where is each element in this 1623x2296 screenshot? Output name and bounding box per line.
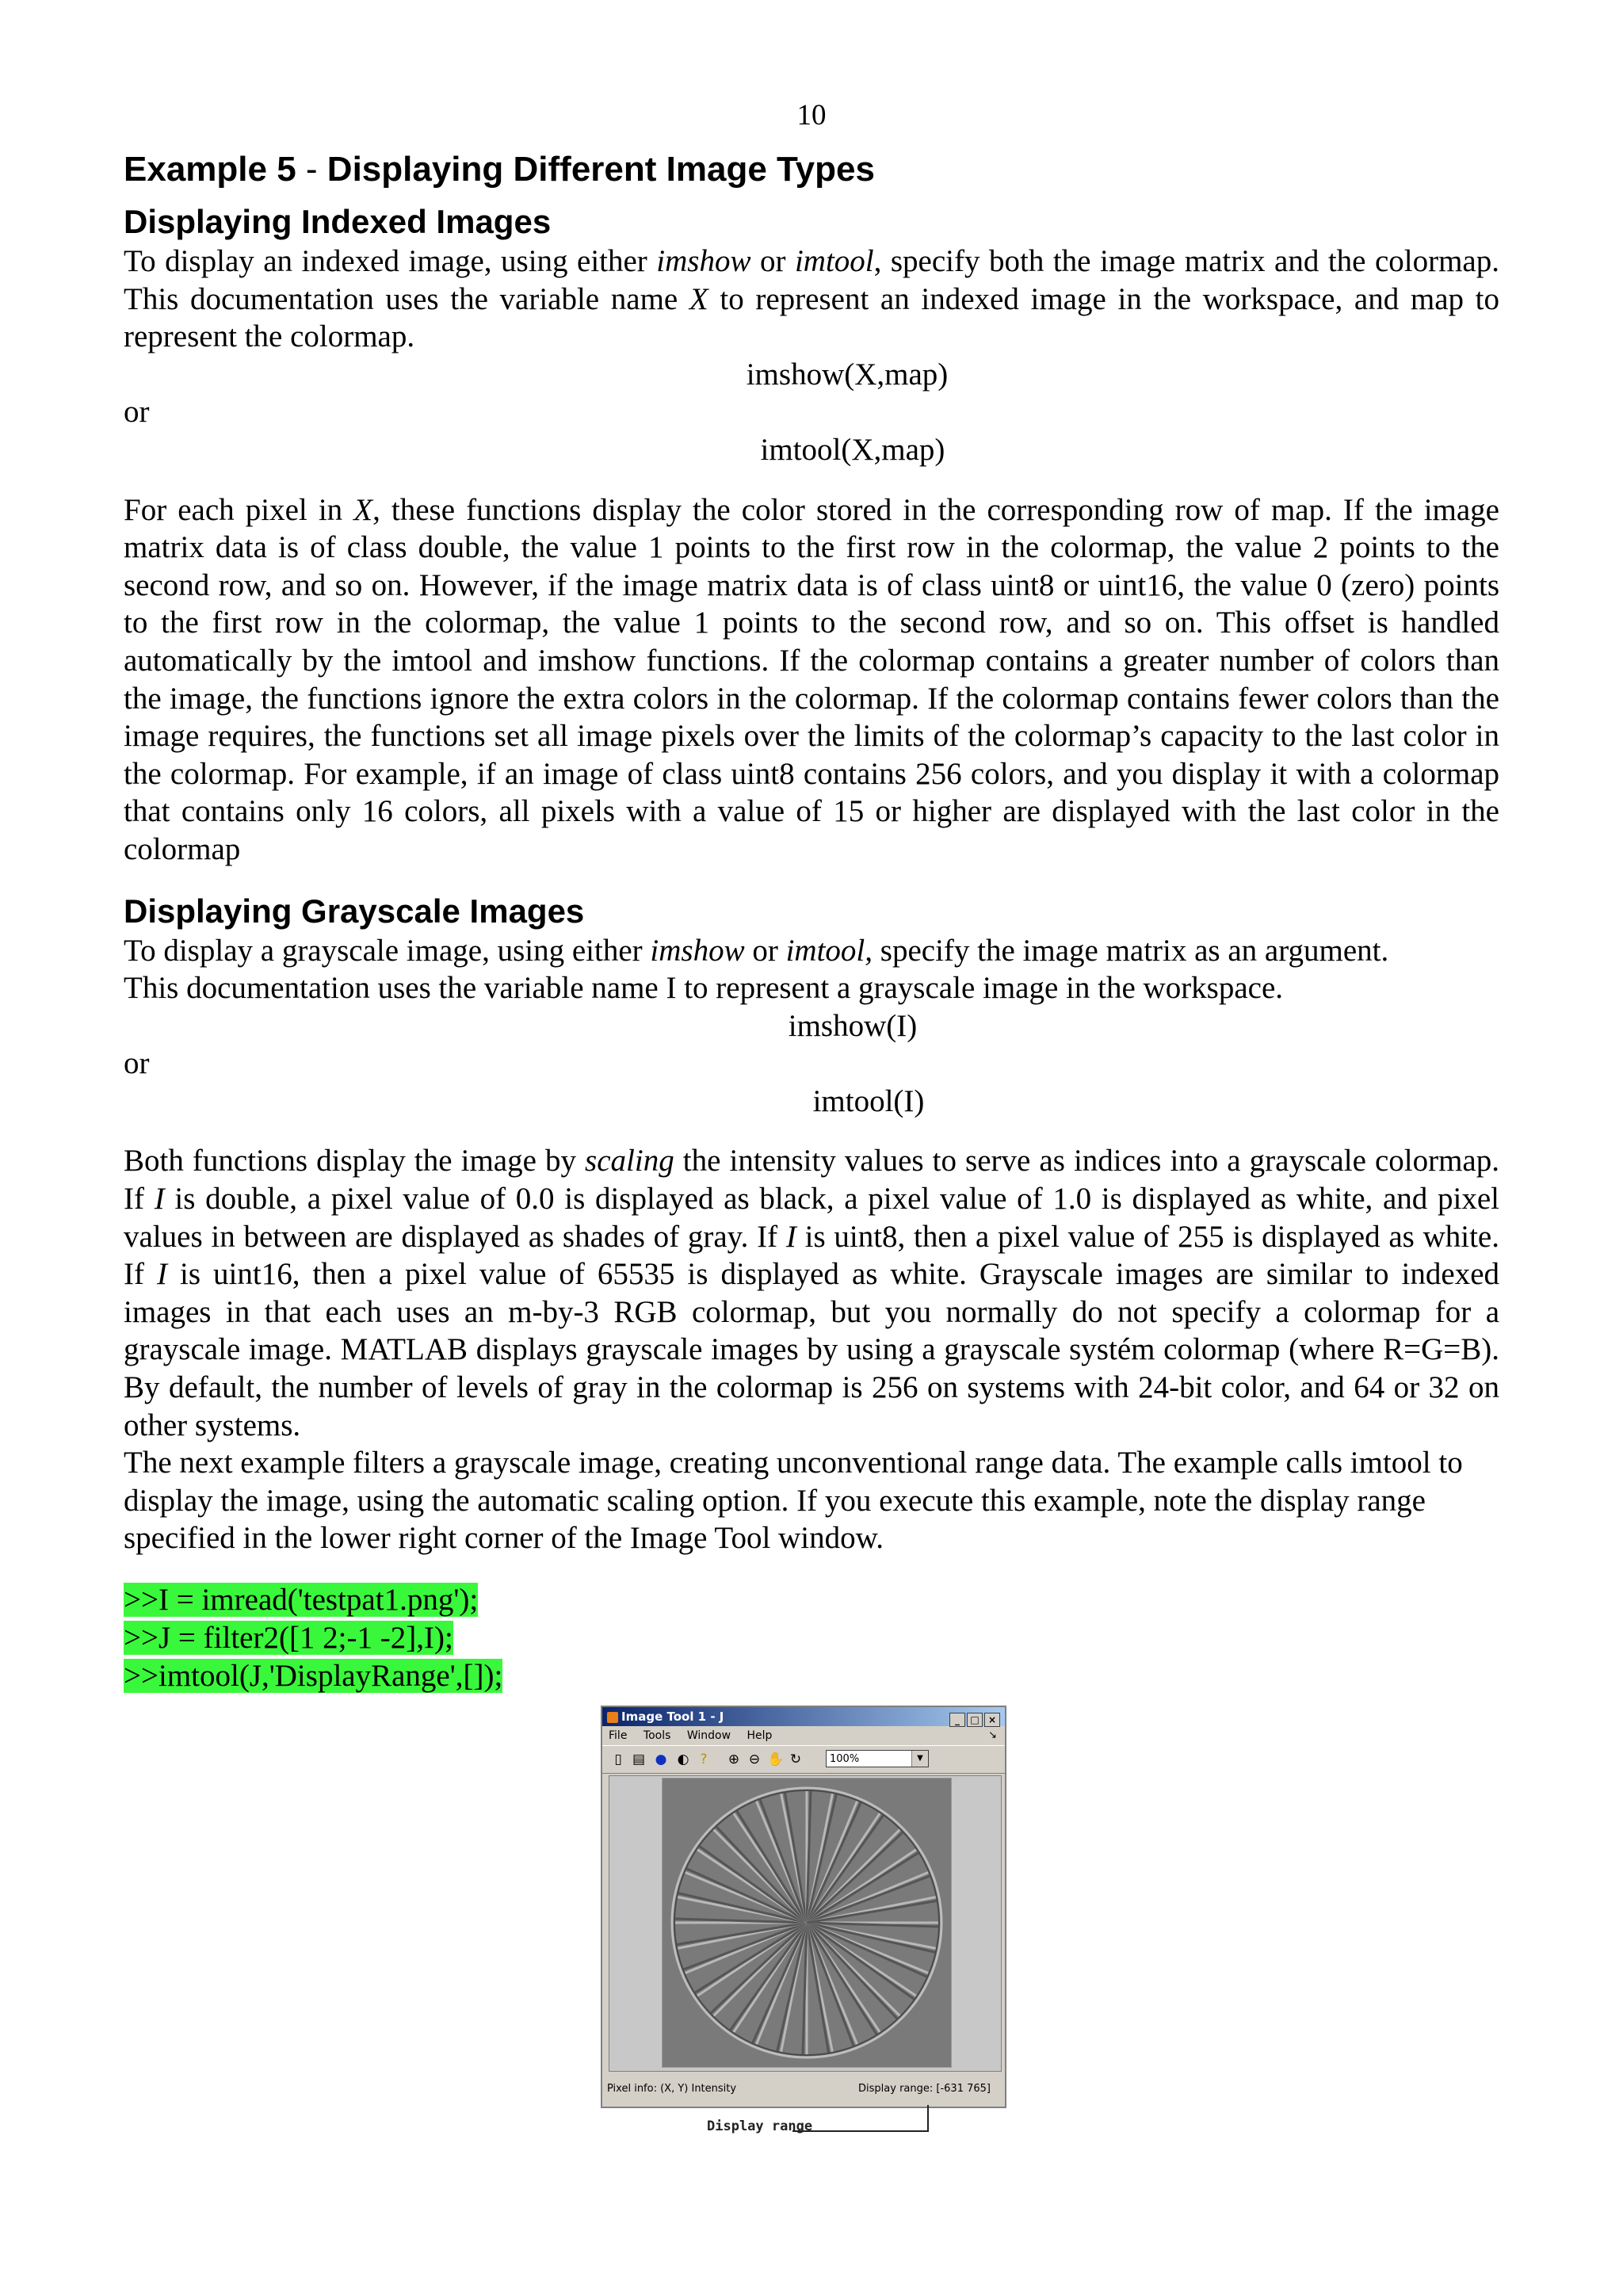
menubar <box>602 1726 1005 1745</box>
zoom-select[interactable]: 100% ▼ <box>826 1750 929 1767</box>
page-number: 10 <box>796 99 827 132</box>
or-text-2: or <box>124 1046 150 1081</box>
dock-arrow-icon[interactable]: ↘ <box>988 1729 997 1741</box>
callout-line-horizontal <box>792 2130 929 2132</box>
grayscale-body: Both functions display the image by scaling the intensity values to serve as indices into a grayscale colormap. If I is double, a pixel value of 0.0 is displayed as black, a pixel value of 1.0 is displayed as white, and pixel values in between are displayed as shades of gray. If I is uint8, then a pixel value of 255 is displayed as white. If I is uint16, then a pixel value of 65535 is displayed as white. Grayscale images are similar to indexed images in that each uses an m-by-3 RGB colormap, but you normally do not specify a colormap for a grayscale image. MATLAB displays grayscale images by using a grayscale systém colormap (where R=G=B). By default, the number of levels of gray in the colormap is 256 on systems with 24-bit color, and 64 or 32 on other systems. <box>124 1144 1500 1442</box>
callout-line <box>927 2105 929 2132</box>
maximize-icon[interactable]: □ <box>967 1713 983 1727</box>
grayscale-intro-2: This documentation uses the variable name I to represent a grayscale image in the workspace. <box>124 971 1284 1006</box>
or-text: or <box>124 395 150 430</box>
window-titlebar: Image Tool 1 - J _ □ × <box>602 1707 1005 1726</box>
code-imtool-gray: imtool(I) <box>812 1083 925 1118</box>
example-title: Example 5 - Displaying Different Image Types <box>124 150 875 189</box>
code-line: >>imtool(J,'DisplayRange',[]); <box>124 1659 503 1693</box>
toolbar <box>602 1745 1005 1774</box>
code-imtool-indexed: imtool(X,map) <box>760 432 945 467</box>
callout-label: Display range <box>707 2118 813 2134</box>
menu-tools[interactable]: Tools <box>643 1729 671 1742</box>
statusbar <box>607 2080 1000 2099</box>
grayscale-intro: To display a grayscale image, using either imshow or imtool, specify the image matrix as an argument. <box>124 933 1389 968</box>
contrast-icon[interactable]: ◐ <box>677 1752 689 1767</box>
new-icon[interactable]: ▯ <box>614 1752 622 1767</box>
rotate-icon[interactable]: ↻ <box>789 1752 802 1767</box>
menu-window[interactable]: Window <box>686 1729 731 1742</box>
display-range: Display range: [-631 765] <box>858 2083 991 2095</box>
code-line: >>I = imread('testpat1.png'); <box>124 1583 479 1617</box>
zoom-in-icon[interactable]: ⊕ <box>727 1752 740 1767</box>
pixel-info: Pixel info: (X, Y) Intensity <box>607 2083 737 2095</box>
indexed-intro: To display an indexed image, using either imshow or imtool, specify both the image matrix and the colormap. This documentation uses the variable name X to represent an indexed image in the workspace, and map to represent the colormap. <box>124 244 1499 354</box>
chevron-down-icon[interactable]: ▼ <box>911 1751 928 1767</box>
zoom-out-icon[interactable]: ⊖ <box>748 1752 761 1767</box>
page-content <box>124 146 1499 1695</box>
menu-file[interactable]: File <box>609 1729 628 1742</box>
test-pattern-image <box>662 1778 952 2068</box>
code-imshow-gray: imshow(I) <box>788 1008 918 1043</box>
overview-icon[interactable]: ▤ <box>632 1752 646 1767</box>
test-pattern-graphic <box>662 1778 952 2068</box>
code-line: >>J = filter2([1 2;-1 -2],I); <box>124 1621 453 1655</box>
indexed-heading: Displaying Indexed Images <box>124 203 552 240</box>
indexed-body: For each pixel in X, these functions display the color stored in the corresponding row of map. If the image matrix data is of class double, the value 1 points to the first row in the colormap, the value 2 points to the second row, and so on. However, if the image matrix data is of class uint8 or uint16, the value 0 (zero) points to the first row in the colormap, the value 1 points to the second row, and so on. This offset is handled automatically by the imtool and imshow functions. If the colormap contains a greater number of colors than the image, the functions ignore the extra colors in the colormap. If the colormap contains fewer colors than the image requires, the functions set all image pixels over the limits of the colormap’s capacity to the last color in the colormap. For example, if an image of class uint8 contains 256 colors, and you display it with a colormap that contains only 16 colors, all pixels with a value of 15 or higher are displayed with the last color in the colormap <box>124 492 1499 866</box>
help-icon[interactable]: ? <box>700 1752 708 1767</box>
image-tool-window <box>601 1706 1006 2108</box>
next-example-text: The next example filters a grayscale image, creating unconventional range data. The example calls imtool to display the image, using the automatic scaling option. If you execute this example, note the display range specified in the lower right corner of the Image Tool window. <box>124 1446 1463 1556</box>
code-imshow-indexed: imshow(X,map) <box>746 357 949 392</box>
image-display-area[interactable] <box>609 1775 1002 2072</box>
info-icon[interactable]: ● <box>655 1752 667 1767</box>
code-block <box>124 1581 1499 1695</box>
close-icon[interactable]: × <box>984 1713 1000 1727</box>
pan-hand-icon[interactable]: ✋ <box>767 1752 785 1767</box>
minimize-icon[interactable]: _ <box>949 1713 965 1727</box>
matlab-icon <box>607 1712 618 1723</box>
grayscale-heading: Displaying Grayscale Images <box>124 892 585 930</box>
menu-help[interactable]: Help <box>747 1729 773 1742</box>
